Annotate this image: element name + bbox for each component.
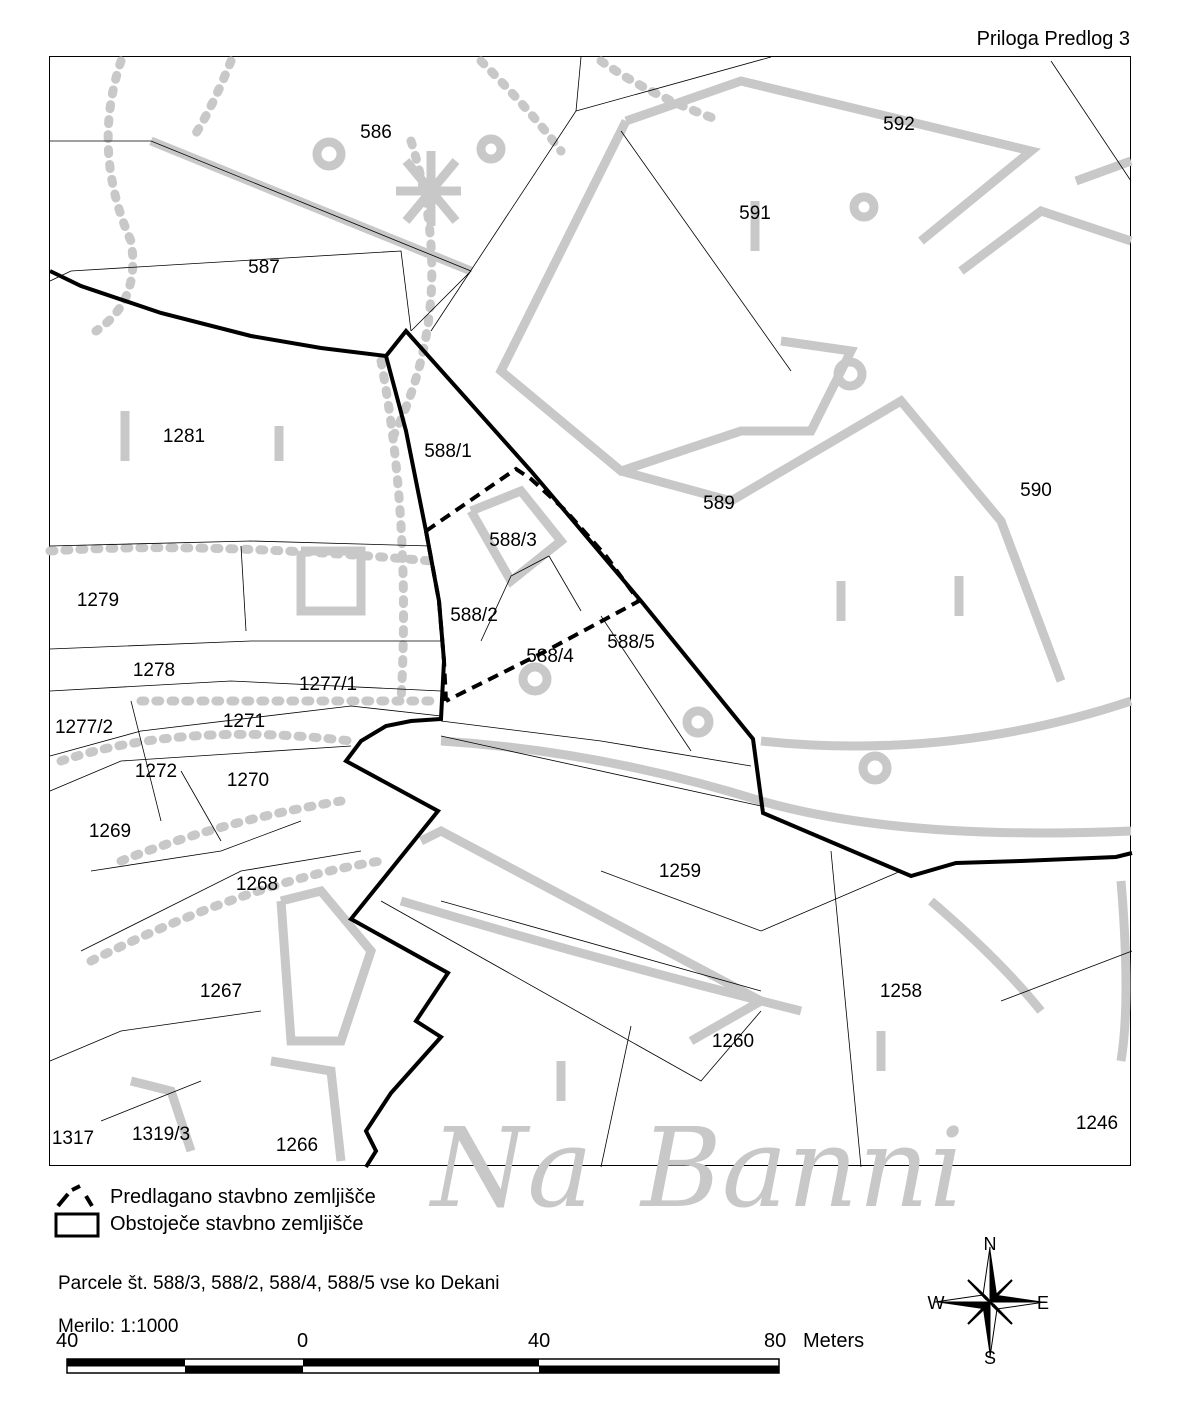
parcel-label: 590: [1020, 480, 1052, 502]
north-arrow-compass: [925, 1232, 1055, 1366]
parcel-labels: [52, 114, 1118, 1156]
legend-proposed-label: Predlagano stavbno zemljišče: [110, 1185, 376, 1208]
parcel-label: 1259: [658, 861, 702, 883]
parcel-label: 586: [360, 122, 392, 144]
svg-text:Na: Na: [431, 1104, 593, 1232]
parcel-label: 1246: [1075, 1113, 1119, 1135]
svg-text:Banni: Banni: [641, 1104, 965, 1232]
parcel-label: 1319/3: [131, 1124, 191, 1146]
parcel-label: 1270: [226, 770, 270, 792]
parcel-label: 588/2: [450, 605, 498, 627]
parcel-label: 1317: [51, 1128, 95, 1150]
scalebar-label-left: 40: [56, 1330, 79, 1352]
scalebar-label-mid: 40: [528, 1330, 551, 1352]
parcel-label: 1260: [711, 1031, 755, 1053]
scalebar-label-right: 80: [764, 1330, 787, 1352]
legend-existing: [54, 1211, 363, 1237]
parcel-label: 591: [739, 203, 771, 225]
parcel-label: 589: [703, 493, 735, 515]
scale-bar: [66, 1358, 780, 1374]
compass-s: S: [983, 1348, 997, 1368]
scale-label: Merilo:: [58, 1316, 116, 1337]
parcel-label: 588/5: [607, 632, 655, 654]
parcel-label: 1271: [222, 711, 266, 733]
map-title: Priloga Predlog 3: [976, 28, 1130, 50]
parcel-label: 588/3: [489, 530, 537, 552]
scalebar-unit: Meters: [803, 1330, 865, 1352]
parcel-label: 1267: [199, 981, 243, 1003]
parcel-label: 592: [883, 114, 915, 136]
legend-proposed: [54, 1184, 376, 1210]
parcel-label: 1272: [134, 761, 178, 783]
parcel-label: 1268: [235, 874, 279, 896]
background-map-layer: [50, 61, 721, 961]
legend-solid-symbol: [54, 1211, 100, 1237]
parcel-label: 587: [248, 257, 280, 279]
existing-building-land-boundary: [50, 271, 1132, 1167]
parcel-label: 1277/2: [54, 717, 114, 739]
legend-dashed-symbol: [54, 1184, 100, 1210]
scalebar-label-zero: 0: [297, 1330, 309, 1352]
parcel-label: 1277/1: [298, 674, 358, 696]
parcel-label: 588/4: [526, 646, 574, 668]
watermark-text: [428, 1104, 964, 1232]
compass-e: E: [1036, 1293, 1050, 1313]
parcel-label: 1258: [879, 981, 923, 1003]
compass-n: N: [983, 1234, 997, 1254]
parcel-label: 1266: [275, 1135, 319, 1157]
compass-w: W: [927, 1293, 945, 1313]
parcel-label: 1281: [162, 426, 206, 448]
parcels-info: Parcele št. 588/3, 588/2, 588/4, 588/5 vse ko Dekani: [58, 1273, 500, 1294]
parcel-label: 1269: [88, 821, 132, 843]
parcel-label: 1278: [132, 660, 176, 682]
legend-existing-label: Obstoječe stavbno zemljišče: [110, 1212, 364, 1235]
parcel-label: 1279: [76, 590, 120, 612]
background-map-solid: [125, 81, 1131, 1161]
parcel-label: 588/1: [424, 441, 472, 463]
scale-value: 1:1000: [120, 1316, 179, 1337]
